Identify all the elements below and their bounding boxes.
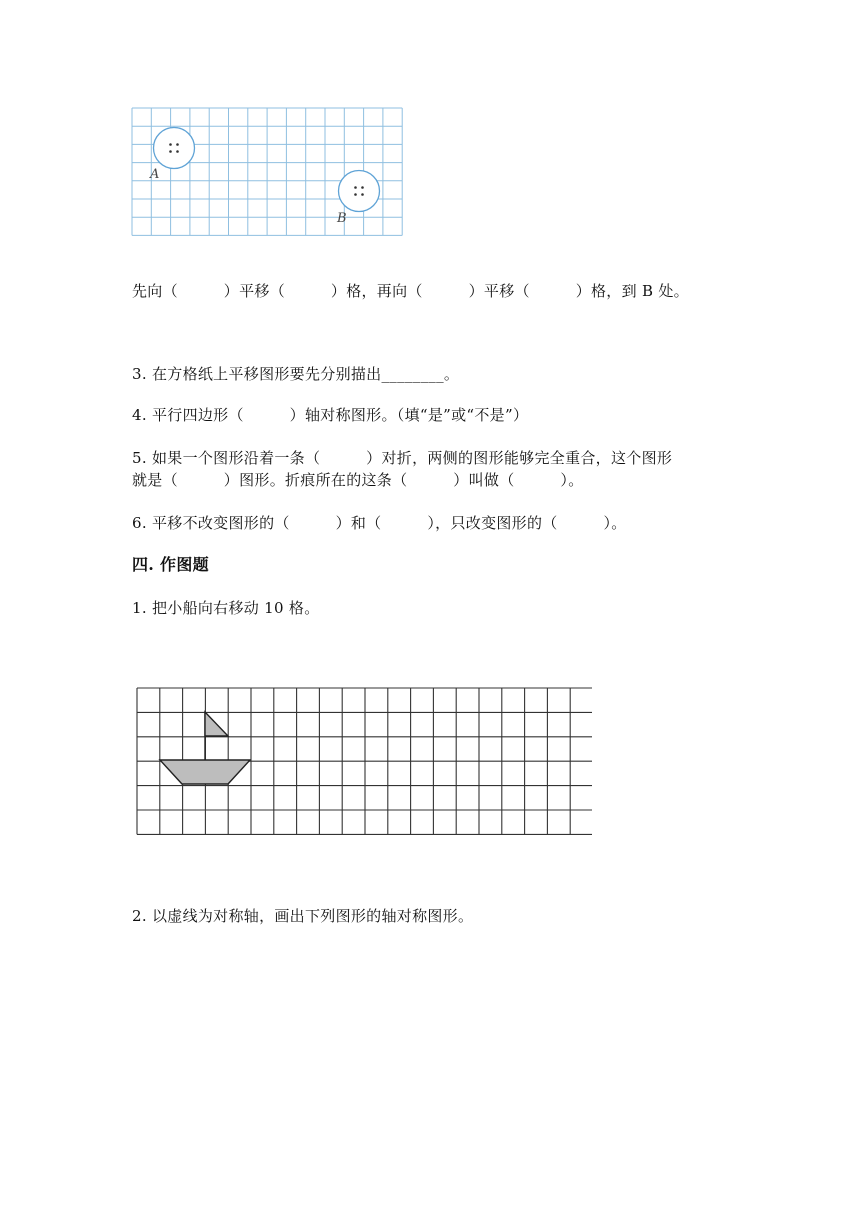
button-grid-figure [128,104,408,236]
boat-grid-figure [132,684,592,840]
question-5-line-2: 就是（ ）图形。折痕所在的这条（ ）叫做（ ）。 [132,471,584,489]
drawing-question-1: 1. 把小船向右移动 10 格。 [132,599,320,617]
question-6: 6. 平移不改变图形的（ ）和（ ），只改变图形的（ ）。 [132,514,627,532]
button-b [339,171,380,212]
question-4: 4. 平行四边形（ ）轴对称图形。（填“是”或“不是”） [132,406,529,424]
question-5-line-1: 5. 如果一个图形沿着一条（ ）对折，两侧的图形能够完全重合，这个图形 [132,449,673,467]
boat-icon [160,712,250,784]
button-a [154,128,195,169]
section-4-title: 四. 作图题 [132,555,209,574]
label-a: A [150,167,160,182]
label-b: B [337,211,347,226]
question-2-line: 先向（ ）平移（ ）格，再向（ ）平移（ ）格，到 B 处。 [132,282,689,300]
drawing-question-2: 2. 以虚线为对称轴，画出下列图形的轴对称图形。 [132,907,474,925]
question-3: 3. 在方格纸上平移图形要先分别描出________。 [132,365,460,383]
